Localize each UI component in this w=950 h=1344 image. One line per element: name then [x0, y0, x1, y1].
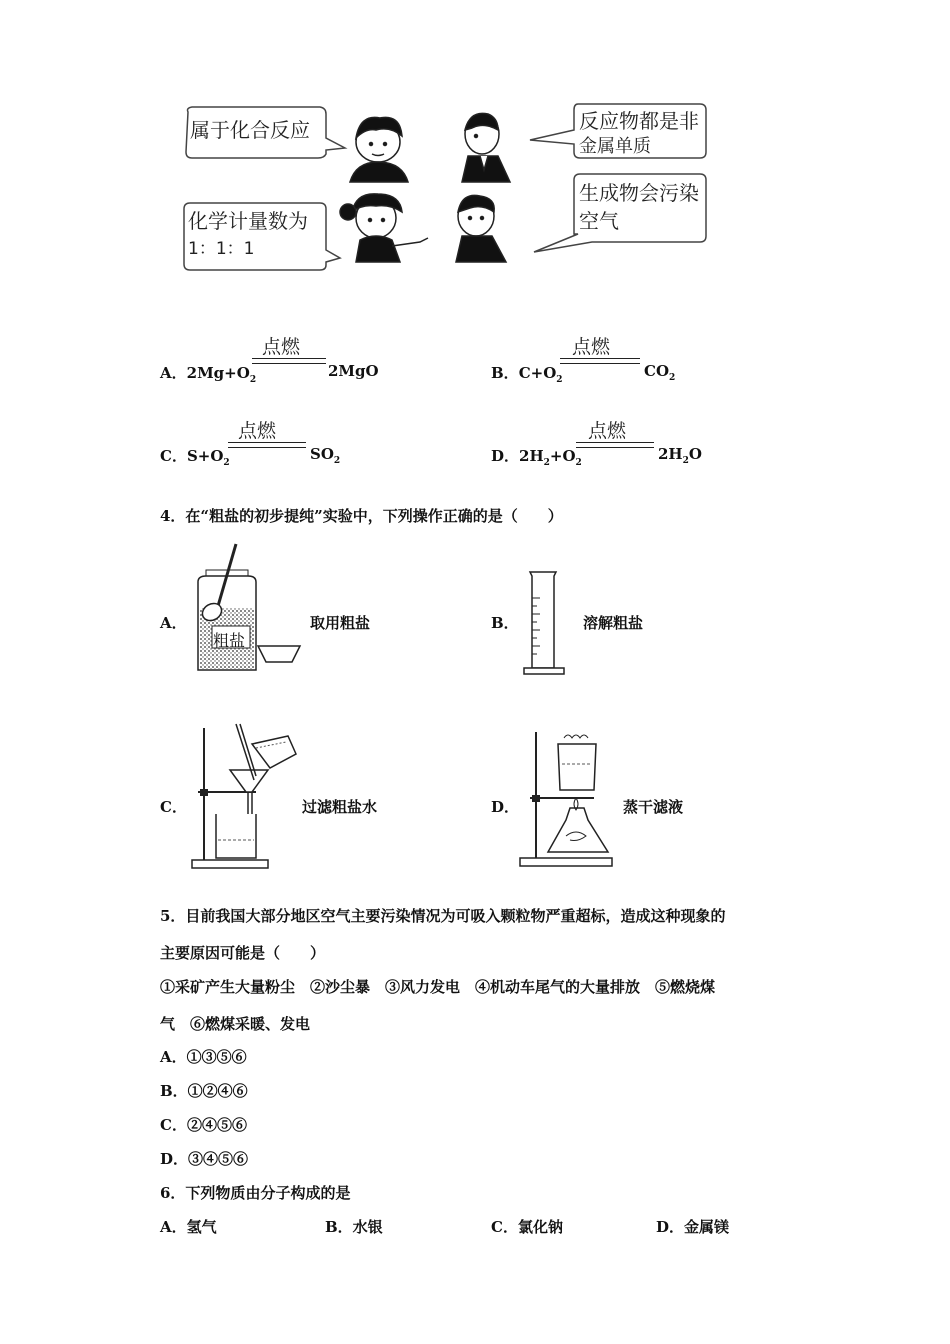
bubble-3-line2: 1：1：1 — [188, 239, 255, 259]
q5-items-line2: 气 ⑥燃煤采暖、发电 — [160, 1015, 311, 1033]
girl-figure — [340, 194, 428, 262]
q3-b-condition: 点燃 — [572, 336, 611, 358]
q3-option-d-product — [658, 445, 702, 466]
q3-option-b-right-sub: 2 — [669, 373, 676, 383]
q3-option-c-right: SO — [310, 445, 334, 463]
q3-option-a-label: A． — [160, 364, 187, 382]
q4-option-c-caption: 过滤粗盐水 — [302, 798, 378, 816]
q3-option-b[interactable] — [491, 362, 563, 385]
q3-option-a-product — [328, 362, 379, 380]
filtration-setup-illustration — [190, 718, 302, 873]
q3-option-c-product — [310, 445, 340, 466]
q5-items-line1: ①采矿产生大量粉尘 ②沙尘暴 ③风力发电 ④机动车尾气的大量排放 ⑤燃烧煤 — [160, 978, 716, 996]
q3-option-a-right: 2MgO — [328, 362, 379, 380]
q5-option-d[interactable]: D．③④⑤⑥ — [160, 1150, 249, 1168]
boy-2-figure — [456, 195, 506, 262]
jar-label: 粗盐 — [213, 631, 246, 650]
q6-option-b[interactable]: B．水银 — [325, 1218, 383, 1236]
q3-option-d-left2-sub: 2 — [575, 458, 582, 468]
q6-option-a[interactable]: A．氢气 — [160, 1218, 217, 1236]
q3-option-b-product — [644, 362, 675, 383]
q3-option-c-left: S+O — [186, 447, 224, 465]
q4-option-b-caption: 溶解粗盐 — [583, 614, 644, 632]
q3-option-c-label: C． — [160, 447, 187, 465]
bubble-2-line2: 金属单质 — [579, 136, 651, 157]
q4-option-b-label[interactable]: B． — [491, 614, 519, 632]
q3-option-d[interactable] — [491, 445, 582, 468]
q3-option-b-left-sub: 2 — [556, 375, 563, 385]
q3-option-b-right: CO — [644, 362, 670, 380]
q6-stem: 6．下列物质由分子构成的是 — [160, 1184, 351, 1202]
q5-stem-line1: 5．目前我国大部分地区空气主要污染情况为可吸入颗粒物严重超标，造成这种现象的 — [160, 907, 726, 925]
q5-option-c[interactable]: C．②④⑤⑥ — [160, 1116, 247, 1134]
graduated-cylinder-illustration — [520, 568, 570, 678]
q3-option-a[interactable] — [160, 362, 256, 385]
q3-option-d-left2: +O — [549, 447, 576, 465]
q3-option-d-right2: O — [688, 445, 702, 463]
q3-c-condition: 点燃 — [238, 420, 277, 442]
q3-option-c[interactable] — [160, 445, 230, 468]
q3-option-a-left-sub: 2 — [249, 375, 257, 385]
q3-a-condition: 点燃 — [262, 336, 301, 358]
q3-a-equals — [252, 358, 326, 364]
bubble-1-text: 属于化合反应 — [190, 118, 310, 142]
q4-stem: 4．在“粗盐的初步提纯”实验中，下列操作正确的是（ ） — [160, 507, 563, 525]
q5-option-a[interactable]: A．①③⑤⑥ — [160, 1048, 247, 1066]
q5-stem-line2: 主要原因可能是（ ） — [160, 944, 326, 962]
q4-option-a-caption: 取用粗盐 — [310, 614, 371, 632]
q4-option-d-label[interactable]: D． — [491, 798, 520, 816]
q3-b-equals — [560, 358, 640, 364]
bubble-4-line2: 空气 — [579, 209, 619, 233]
man-figure — [462, 113, 510, 182]
q3-option-a-left: 2Mg+O — [186, 364, 250, 382]
q3-option-d-right-sub: 2 — [682, 456, 689, 466]
cartoon-figure — [180, 100, 720, 275]
q3-option-d-label: D． — [491, 447, 520, 465]
q3-option-d-left-sub: 2 — [543, 458, 550, 468]
q3-d-condition: 点燃 — [588, 420, 627, 442]
q3-option-b-label: B． — [491, 364, 519, 382]
bubble-3-line1: 化学计量数为 — [188, 209, 308, 233]
boy-1-figure — [350, 117, 408, 182]
q6-option-c[interactable]: C．氯化钠 — [491, 1218, 563, 1236]
bubble-4-line1: 生成物会污染 — [579, 181, 699, 205]
q5-option-b[interactable]: B．①②④⑥ — [160, 1082, 248, 1100]
q4-option-a-label[interactable]: A． — [160, 614, 187, 632]
evaporation-setup-illustration — [518, 728, 618, 870]
q3-option-b-left: C+O — [518, 364, 557, 382]
reagent-jar-illustration — [188, 542, 303, 674]
q3-c-equals — [228, 442, 306, 448]
bubble-2-line1: 反应物都是非 — [579, 109, 699, 133]
q4-option-d-caption: 蒸干滤液 — [623, 798, 684, 816]
q3-option-d-left: 2H — [519, 447, 544, 465]
q6-option-d[interactable]: D．金属镁 — [656, 1218, 730, 1236]
q4-option-c-label[interactable]: C． — [160, 798, 187, 816]
q3-option-c-left-sub: 2 — [223, 458, 230, 468]
q3-option-d-right: 2H — [658, 445, 683, 463]
q3-d-equals — [576, 442, 654, 448]
q3-option-c-right-sub: 2 — [333, 456, 341, 466]
